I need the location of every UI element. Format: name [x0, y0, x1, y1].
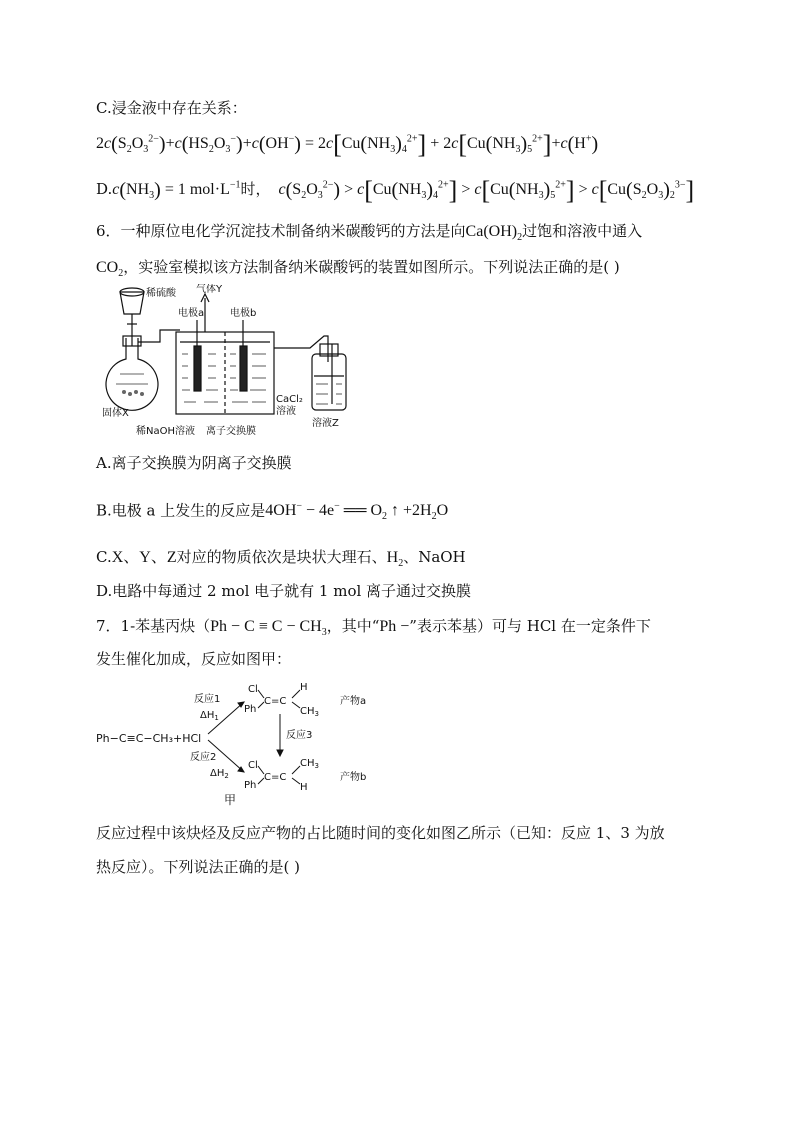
svg-text:CH3: $CH_3$	[300, 758, 319, 770]
label-ion-exchange-membrane: 离子交换膜	[206, 426, 256, 437]
label-electrode-b: 电极b	[230, 308, 257, 319]
q7-stem-line4: 热反应）。下列说法正确的是( )	[96, 858, 300, 876]
svg-text:Cl: Cl	[248, 684, 258, 695]
dh1-label: $\Delta H_1$	[200, 710, 219, 722]
svg-text:Ph: Ph	[244, 780, 257, 791]
reaction-3-label: 反应3	[286, 730, 313, 741]
q6-option-c: C.X、Y、Z对应的物质依次是块状大理石、$H_2$、NaOH	[96, 548, 466, 570]
label-gas-y: 气体Y	[196, 284, 223, 295]
q6-option-d: D.电路中每通过 2 mol 电子就有 1 mol 离子通过交换膜	[96, 582, 472, 600]
q6-stem-line1: 6．一种原位电化学沉淀技术制备纳米碳酸钙的方法是向$Ca(OH)_2$过饱和溶液中通入	[96, 222, 643, 244]
q5-option-c-label: C.浸金液中存在关系：	[96, 99, 247, 117]
dh2-label: $\Delta H_2$	[210, 768, 229, 780]
q7-reaction-scheme	[94, 676, 394, 808]
reaction-2-label: 反应2	[190, 752, 217, 763]
q6-option-b: B.电极 a 上发生的反应是4OH− − 4e− ══ $O_2$ ↑ $+2H_2O$	[96, 501, 449, 523]
q6-option-a: A.离子交换膜为阴离子交换膜	[96, 454, 292, 472]
product-b-structure	[244, 758, 319, 793]
label-cacl2: CaCl₂	[276, 394, 303, 405]
label-solid-x: 固体X	[102, 408, 129, 419]
label-solution-z: 溶液Z	[312, 418, 339, 429]
q6-apparatus-diagram	[100, 284, 380, 444]
product-b-label: 产物b	[340, 772, 367, 783]
q6-stem-line2: $CO_2$，实验室模拟该方法制备纳米碳酸钙的装置如图所示。下列说法正确的是( )	[96, 258, 620, 280]
label-dilute-sulfuric-acid: 稀硫酸	[146, 288, 176, 299]
svg-text:C=C: C=C	[264, 772, 287, 783]
svg-text:H: H	[300, 782, 308, 793]
reactant-label: Ph−C≡C−CH₃+HCl	[96, 732, 202, 745]
q7-stem-line1: 7．1-苯基丙炔（$Ph - C \equiv C - CH_3$，其中“Ph −”表示苯基）可与 HCl 在一定条件下	[96, 617, 651, 639]
product-a-structure	[244, 682, 319, 718]
svg-text:Cl: Cl	[248, 760, 258, 771]
svg-text:C=C: C=C	[264, 696, 287, 707]
svg-text:CH3: $CH_3$	[300, 706, 319, 718]
q7-stem-line3: 反应过程中该炔烃及反应产物的占比随时间的变化如图乙所示（已知：反应 1、3 为放	[96, 824, 665, 842]
electrode-b-icon	[240, 346, 247, 391]
label-cacl2-solution: 溶液	[276, 406, 296, 417]
label-electrode-a: 电极a	[178, 308, 205, 319]
figure-label-jia: 甲	[224, 793, 237, 807]
label-naoh-solution: 稀NaOH溶液	[136, 426, 195, 437]
svg-text:H: H	[300, 682, 308, 693]
q7-stem-line2: 发生催化加成，反应如图甲：	[96, 650, 292, 668]
q5-option-d: $D.c(NH_3) = 1$ $mol\cdot L^{-1}$时， $c(S_2O_3^{2-}) > c[Cu(NH_3)_4^{2+}] > c[Cu(NH_3)_5^{2+}] > c[Cu(S_2O_3)_2^{3-}]$	[96, 176, 695, 205]
washing-bottle-icon	[312, 354, 346, 410]
q5-option-c-formula: $2c(S_2O_3^{2-})+c(HS_2O_3^-)+c(OH^-) = 2c[Cu(NH_3)_4^{2+}] + 2c[Cu(NH_3)_5^{2+}]+c(H^+)$	[96, 130, 599, 159]
reaction-1-label: 反应1	[194, 694, 221, 705]
svg-text:Ph: Ph	[244, 704, 257, 715]
electrode-a-icon	[194, 346, 201, 391]
product-a-label: 产物a	[340, 696, 367, 707]
